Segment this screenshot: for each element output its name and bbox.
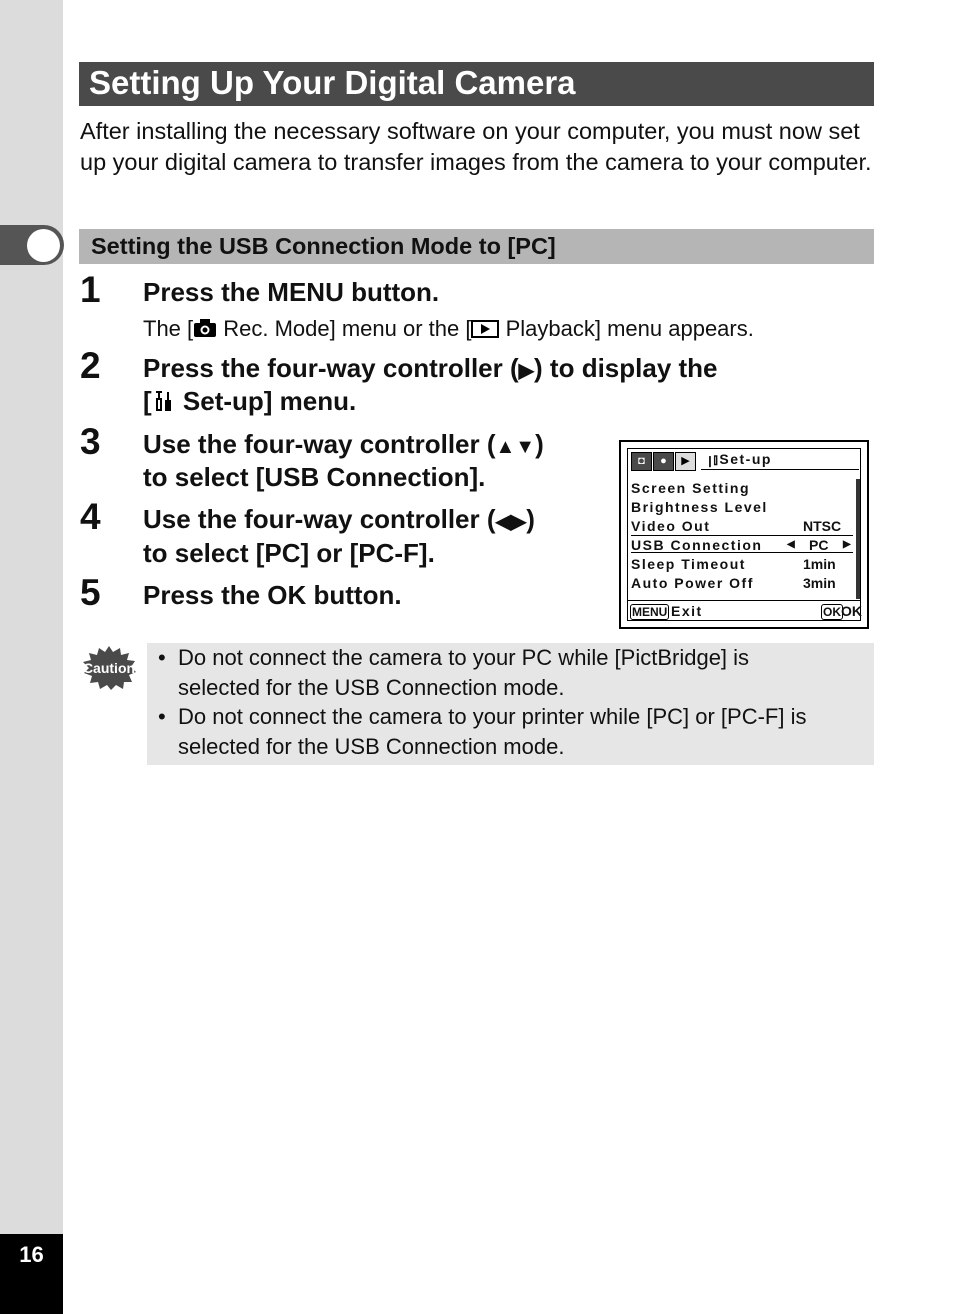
step-number: 1 xyxy=(80,269,101,310)
bullet-icon: • xyxy=(158,704,166,729)
step-note: The [ Rec. Mode] menu or the [ Playback] menu appears. xyxy=(143,316,754,341)
lcd-menu-row-selected: USB Connection ◀ PC ▶ xyxy=(631,537,853,553)
bullet-icon: • xyxy=(158,645,166,670)
step-text: to select [PC] or [PC-F]. xyxy=(143,538,435,568)
lcd-menu-row: Screen Setting xyxy=(631,480,751,496)
step-text: Press the MENU button. xyxy=(143,277,440,307)
step-text: Use the four-way controller (◀▶) xyxy=(143,504,535,534)
arrow-right-icon: ▶ xyxy=(518,360,535,382)
step-number: 2 xyxy=(80,345,101,386)
lcd-divider xyxy=(628,600,861,601)
ok-label: OK xyxy=(841,603,862,619)
lcd-menu-row: Sleep Timeout 1min xyxy=(631,556,836,572)
lcd-menu-frame xyxy=(627,448,861,621)
setup-tools-icon xyxy=(152,389,176,413)
arrow-right-icon: ▶ xyxy=(510,511,527,533)
step-number: 3 xyxy=(80,421,101,462)
caution-item-line: Do not connect the camera to your printer while [PC] or [PC-F] is xyxy=(178,704,807,729)
arrow-down-icon: ▼ xyxy=(515,436,536,458)
caution-item-line: Do not connect the camera to your PC while [PictBridge] is xyxy=(178,645,750,670)
movie-tab-icon: ● xyxy=(653,452,674,471)
menu-key-label: MENU xyxy=(632,605,668,619)
arrow-left-icon: ◀ xyxy=(787,539,797,550)
arrow-right-icon: ▶ xyxy=(843,539,853,550)
page-number: 16 xyxy=(19,1242,44,1267)
playback-tab-icon: ▶ xyxy=(675,452,696,471)
chapter-tab-circle xyxy=(27,229,60,262)
section-heading: Setting the USB Connection Mode to [PC] xyxy=(91,233,556,259)
lcd-setup-tab: ꞁ⫾Set-up xyxy=(708,451,772,467)
lcd-menu-row: Video Out NTSC xyxy=(631,518,842,534)
arrow-up-icon: ▲ xyxy=(495,436,516,458)
playback-icon xyxy=(471,320,499,338)
camera-tab-icon: ◘ xyxy=(631,452,652,471)
setup-tools-icon: ꞁ⫾ xyxy=(708,451,720,467)
lcd-menu-row: Auto Power Off 3min xyxy=(631,575,836,591)
step-text: to select [USB Connection]. xyxy=(143,462,486,492)
caution-icon xyxy=(81,645,137,691)
exit-label: Exit xyxy=(671,603,703,619)
step-text: Press the four-way controller (▶) to display the xyxy=(143,353,718,383)
step-number: 4 xyxy=(80,496,101,537)
caution-item-line: selected for the USB Connection mode. xyxy=(178,734,565,759)
lcd-menu-row: Brightness Level xyxy=(631,499,768,515)
step-text: Press the OK button. xyxy=(143,580,402,610)
page-title: Setting Up Your Digital Camera xyxy=(89,64,576,101)
step-text: [ Set-up] menu. xyxy=(143,386,357,416)
ok-key-label: OK xyxy=(823,605,841,619)
arrow-left-icon: ◀ xyxy=(495,511,511,533)
camera-icon xyxy=(193,318,217,338)
lcd-scrollbar xyxy=(856,479,860,599)
caution-item-line: selected for the USB Connection mode. xyxy=(178,675,565,700)
step-number: 5 xyxy=(80,572,101,613)
side-bar xyxy=(0,0,63,1234)
intro-paragraph: After installing the necessary software on your computer, you must now set up your digital camera to transfer images from the camera to your computer. xyxy=(80,118,872,175)
caution-icon-label: Caution xyxy=(82,660,136,676)
step-text: Use the four-way controller (▲▼) xyxy=(143,429,544,459)
camera-lcd-screen xyxy=(619,440,869,629)
lcd-divider xyxy=(701,469,859,470)
lcd-menu-tabs xyxy=(631,452,696,471)
